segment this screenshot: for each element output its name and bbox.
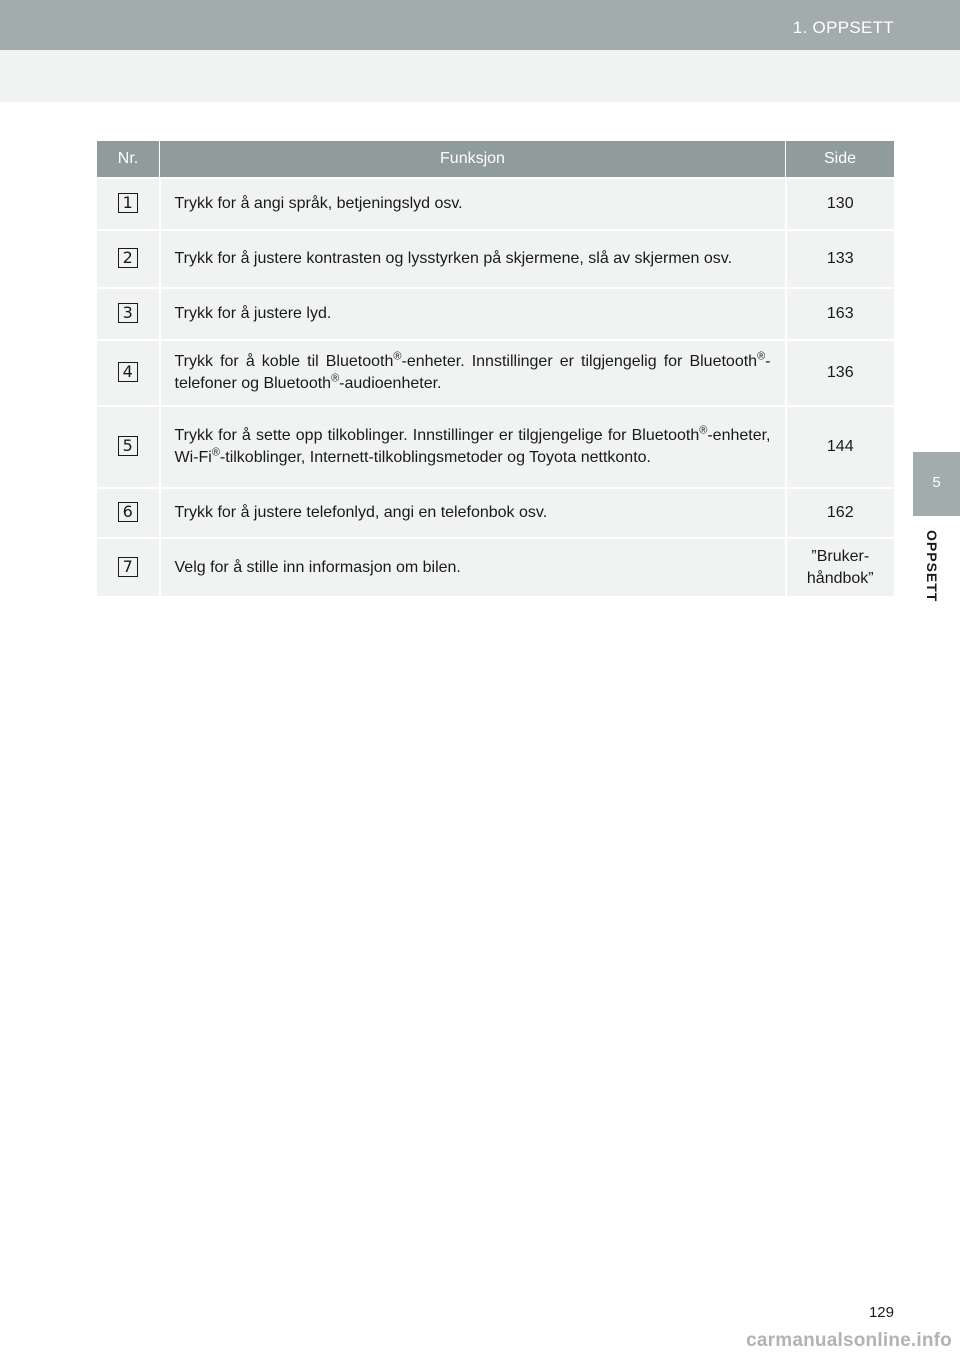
table-row <box>97 538 894 596</box>
table-row <box>97 406 894 488</box>
chapter-tab <box>913 452 960 516</box>
row-number-box: 5 <box>118 436 138 456</box>
column-header-funksjon: Funksjon <box>160 141 786 178</box>
function-cell <box>160 288 786 340</box>
row-number-box: 3 <box>118 303 138 323</box>
table-row <box>97 288 894 340</box>
section-title: 1. OPPSETT <box>792 18 894 37</box>
page-ref-cell: ”Bruker-håndbok” <box>786 538 895 596</box>
watermark: carmanualsonline.info <box>746 1330 952 1351</box>
page-ref-cell: 133 <box>786 230 895 288</box>
column-header-side: Side <box>786 141 895 178</box>
page-number: 129 <box>868 1304 894 1321</box>
function-text: Trykk for å justere kontrasten og lysstyrken på skjermene, slå av skjermen osv. <box>174 250 733 267</box>
table-row <box>97 178 894 230</box>
registered-mark: ® <box>393 350 402 363</box>
function-text: Trykk for å angi språk, betjeningslyd osv. <box>174 195 463 212</box>
registered-mark: ® <box>699 424 708 437</box>
header-subband <box>0 50 960 102</box>
table-row <box>97 488 894 538</box>
function-text: -enheter, Wi-Fi <box>174 427 771 466</box>
function-text: Trykk for å justere telefonlyd, angi en telefonbok osv. <box>174 504 548 521</box>
function-cell <box>160 340 786 406</box>
row-number-cell <box>97 230 160 288</box>
function-text: Trykk for å sette opp tilkoblinger. Innstillinger er tilgjengelige for Bluetooth <box>174 427 700 444</box>
page-ref-cell: 136 <box>786 340 895 406</box>
row-number-cell <box>97 340 160 406</box>
function-text: Trykk for å justere lyd. <box>174 305 332 322</box>
function-cell <box>160 230 786 288</box>
function-text: -tilkoblinger, Internett-tilkoblingsmetoder og Toyota nettkonto. <box>219 449 651 466</box>
function-text: -audioenheter. <box>339 375 442 392</box>
column-header-nr: Nr. <box>97 141 160 178</box>
chapter-number: 5 <box>932 474 941 491</box>
registered-mark: ® <box>211 446 220 459</box>
function-text: -telefoner og Bluetooth <box>174 353 771 392</box>
function-cell <box>160 406 786 488</box>
function-cell <box>160 538 786 596</box>
row-number-cell <box>97 178 160 230</box>
page-ref-cell: 144 <box>786 406 895 488</box>
table-header-row <box>97 141 894 178</box>
page-ref-cell: 162 <box>786 488 895 538</box>
row-number-box: 7 <box>118 557 138 577</box>
table-body <box>97 178 894 596</box>
header-band <box>0 0 960 50</box>
function-text: Velg for å stille inn informasjon om bilen. <box>174 558 461 576</box>
row-number-cell <box>97 288 160 340</box>
function-table <box>97 141 894 596</box>
row-number-cell <box>97 488 160 538</box>
registered-mark: ® <box>331 372 340 385</box>
row-number-box: 6 <box>118 502 138 522</box>
page-ref-cell: 163 <box>786 288 895 340</box>
row-number-cell <box>97 538 160 596</box>
page-ref-cell: 130 <box>786 178 895 230</box>
row-number-box: 4 <box>118 362 138 382</box>
table-row <box>97 340 894 406</box>
row-number-box: 2 <box>118 248 138 268</box>
table-row <box>97 230 894 288</box>
function-cell <box>160 178 786 230</box>
function-cell <box>160 488 786 538</box>
chapter-label: OPPSETT <box>924 530 940 603</box>
function-text: -enheter. Innstillinger er tilgjengelig for Bluetooth <box>401 353 758 370</box>
registered-mark: ® <box>757 350 766 363</box>
row-number-box: 1 <box>118 193 138 213</box>
row-number-cell <box>97 406 160 488</box>
function-text: Trykk for å koble til Bluetooth <box>174 353 394 370</box>
